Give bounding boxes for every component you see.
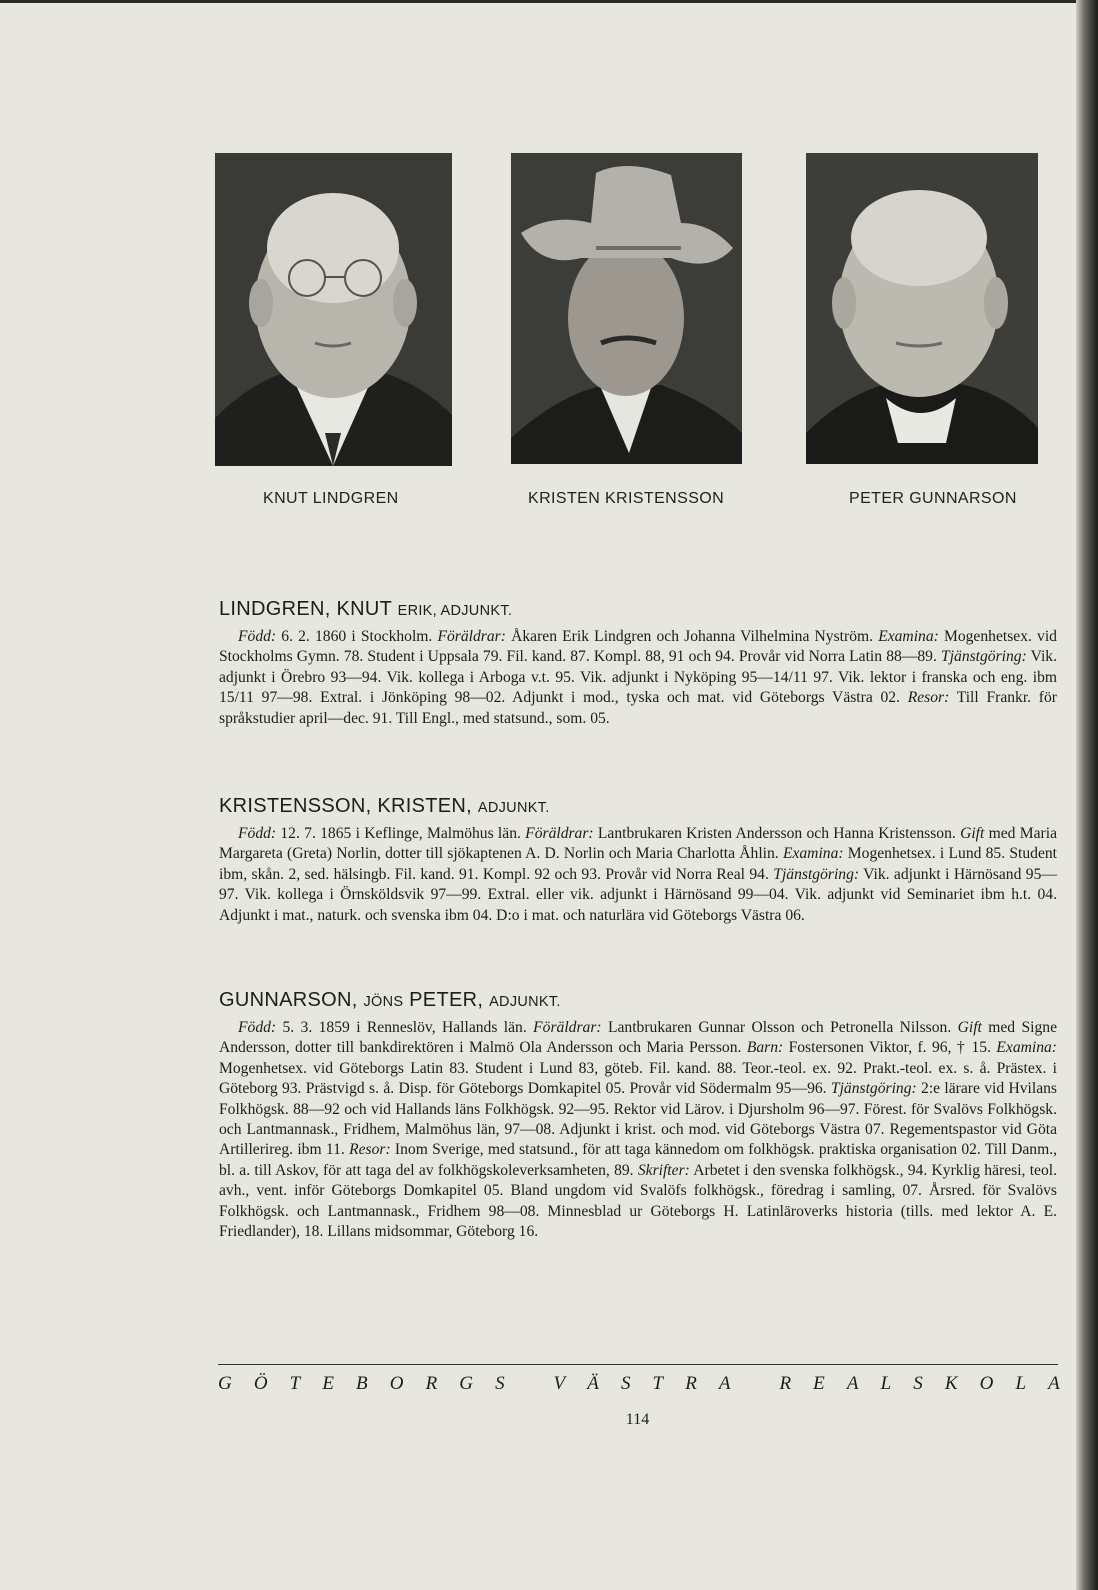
entry-body	[219, 1018, 1057, 1242]
field-label: Tjänstgöring:	[773, 865, 860, 883]
field-label: Född:	[238, 628, 277, 645]
page-top-edge	[0, 0, 1098, 3]
portrait-photo-peter-gunnarson	[806, 153, 1038, 464]
field-text: Till Frankr. för språkstudier april—dec. 91. Till Engl., med statsund., som. 05.	[219, 689, 1057, 727]
field-text: med Signe Andersson, dotter till bankdirektören i Malmö Ola Andersson och Maria Persson.	[219, 1019, 1057, 1057]
entry-name: KRISTENSSON, KRISTEN,	[219, 795, 473, 817]
footer-letter: Ö	[253, 1373, 268, 1394]
footer-letter: L	[880, 1373, 892, 1394]
footer-rule	[218, 1364, 1058, 1365]
footer-letter: A	[846, 1373, 859, 1394]
field-text: Lantbrukaren Kristen Andersson och Hanna Kristensson.	[593, 825, 961, 842]
biography-entry	[219, 989, 1057, 1242]
field-text: 12. 7. 1865 i Keflinge, Malmöhus län.	[276, 825, 526, 842]
footer-letter: Ä	[587, 1373, 599, 1394]
field-label: Examina:	[782, 845, 844, 863]
page-binding-shadow	[1076, 0, 1098, 1590]
field-text: Vik. adjunkt i Örebro 93—94. Vik. kollega i Arboga v.t. 95. Vik. adjunkt i Nyköping 95—14/11 97. Vik. lektor i franska och eng. ibm 15/11 97—98. Extral. i Jönköping 98—02. Adjunkt i mod., tyska och mat. vid Göteborgs Västra 02.	[219, 648, 1058, 707]
entry-name-rest: ERIK, ADJUNKT.	[397, 603, 513, 619]
footer-letter: S	[620, 1373, 631, 1394]
entry-name-rest: ADJUNKT.	[477, 800, 550, 816]
field-text: med Maria Margareta (Greta) Norlin, dotter till sjökaptenen A. D. Norlin och Maria Charlotta Åhlin.	[219, 825, 1057, 863]
footer-letter	[527, 1373, 532, 1395]
footer-letter: S	[913, 1373, 923, 1394]
biography-entry	[219, 795, 1057, 926]
footer-letter: V	[553, 1373, 566, 1394]
field-label: Resor:	[907, 689, 950, 707]
entry-heading	[219, 795, 1057, 818]
portrait-photo-knut-lindgren	[215, 153, 452, 466]
field-text: Mogenhetsex. vid Göteborgs Latin 83. Student i Lund 83, göteb. Fil. kand. 88. Teor.-teol. ex. 92. Prakt.-teol. ex. s. å. Prästex. i Göteborg 93. Prästvigd s. å. Disp. för Göteborgs Domkapitel 05. Provår vid Södermalm 95—96.	[219, 1059, 1057, 1098]
field-label: Född:	[238, 825, 277, 842]
field-text: Mogenhetsex. i Lund 85. Student ibm, skån. 2, sed. hälsingb. Fil. kand. 91. Kompl. 92 och 93. Provår vid Norra Real 94.	[219, 845, 1058, 883]
entry-name: LINDGREN, KNUT	[219, 598, 392, 620]
field-label: Född:	[238, 1019, 277, 1036]
field-text: Åkaren Erik Lindgren och Johanna Vilhelmina Nyström.	[505, 628, 879, 645]
footer-letter: R	[779, 1373, 792, 1394]
field-label: Föräldrar:	[437, 628, 506, 645]
field-label: Resor:	[349, 1141, 391, 1159]
field-label: Föräldrar:	[533, 1019, 602, 1036]
footer-letter: L	[1015, 1373, 1027, 1394]
footer-letter: E	[322, 1373, 334, 1394]
field-text: Vik. adjunkt i Härnösand 95—97. Vik. kollega i Örnsköldsvik 97—99. Extral. eller vik. adjunkt i Härnösand 99—04. Vik. adjunkt vid Seminariet ibm h.t. 04. Adjunkt i mat., naturk. och svenska ibm 04. D:o i mat. och naturlära vid Göteborgs Västra 06.	[219, 865, 1057, 924]
footer-letter: K	[944, 1373, 958, 1394]
footer-letter	[753, 1373, 758, 1395]
field-text: 2:e lärare vid Hvilans Folkhögsk. 88—92 och vid Hallands läns Folkhögsk. 92—95. Rektor vid Lärov. i Djursholm 96—97. Förest. för Svalövs Folkhögsk. och Lantmannask., Fridhem, Malmöhus län, 97—08. Adjunkt i krist. och mod. vid Göteborgs Västra 07. Regementspastor vid Göta Artillerireg. ibm 11.	[219, 1080, 1057, 1159]
footer-letter: A	[1048, 1373, 1060, 1394]
footer-letter: T	[652, 1373, 664, 1394]
field-text: 5. 3. 1859 i Renneslöv, Hallands län.	[276, 1019, 534, 1036]
entry-heading	[219, 598, 1057, 621]
field-text: Arbetet i den svenska folkhögsk., 94. Kyrklig häresi, teol. avh., vent. inför Göteborgs Domkapitel 05. Bland ungdom vid Svalöfs folkhögsk., föredrag i samling, 07. Årsred. för Svalövs Folkhögsk. och Lantmannask., Fridhem 98—08. Minnesblad ur Göteborgs H. Latinläroverks historia (tills. med lektor A. E. Friedlander), 18. Lillans midsommar, Göteborg 16.	[219, 1161, 1057, 1241]
footer-letter: E	[813, 1373, 825, 1394]
portrait-caption: KNUT LINDGREN	[263, 490, 399, 507]
portrait-photo-kristen-kristensson	[511, 153, 742, 464]
entry-body	[219, 824, 1057, 926]
entry-name-rest: JÖNS	[363, 994, 404, 1010]
field-label: Barn:	[746, 1039, 784, 1057]
field-text: Fostersonen Viktor, f. 96, † 15.	[783, 1039, 997, 1057]
footer-letter: T	[289, 1373, 301, 1394]
field-label: Gift	[960, 825, 985, 842]
entry-name: PETER,	[409, 989, 484, 1011]
school-name-footer	[218, 1373, 1060, 1395]
field-label: Gift	[957, 1019, 982, 1036]
biography-entry	[219, 598, 1057, 729]
portrait-caption: KRISTEN KRISTENSSON	[528, 490, 725, 507]
field-label: Tjänstgöring:	[941, 648, 1027, 666]
field-label: Tjänstgöring:	[830, 1080, 917, 1098]
field-label: Skrifter:	[637, 1161, 690, 1179]
footer-letter: A	[718, 1373, 731, 1394]
entry-name-rest: ADJUNKT.	[489, 994, 561, 1010]
footer-letter: B	[356, 1373, 368, 1394]
field-text: Inom Sverige, med statsund., för att taga kännedom om folkhögsk. praktiska organisation 02. Till Danm., bl. a. till Askov, för att taga del av folkhögskoleverksamheten, 89.	[219, 1141, 1057, 1179]
footer-letter: G	[218, 1373, 232, 1394]
field-label: Föräldrar:	[525, 825, 594, 842]
footer-letter: O	[979, 1373, 994, 1394]
footer-letter: G	[459, 1373, 473, 1394]
field-text: Mogenhetsex. vid Stockholms Gymn. 78. Student i Uppsala 79. Fil. kand. 87. Kompl. 88, 91 och 94. Provår vid Norra Latin 88—89.	[219, 628, 1057, 666]
footer-letter: O	[389, 1373, 404, 1394]
footer-letter: R	[425, 1373, 438, 1394]
entry-name: GUNNARSON,	[219, 989, 358, 1011]
portrait-caption: PETER GUNNARSON	[849, 490, 1017, 507]
page-number: 114	[625, 1411, 650, 1428]
field-label: Examina:	[878, 628, 939, 645]
field-text: 6. 2. 1860 i Stockholm.	[276, 628, 438, 645]
entry-body	[219, 627, 1057, 729]
field-text: Lantbrukaren Gunnar Olsson och Petronella Nilsson.	[601, 1019, 958, 1036]
footer-letter: R	[685, 1373, 697, 1394]
entry-heading	[219, 989, 1057, 1012]
field-label: Examina:	[996, 1039, 1057, 1057]
footer-letter: S	[495, 1373, 505, 1394]
